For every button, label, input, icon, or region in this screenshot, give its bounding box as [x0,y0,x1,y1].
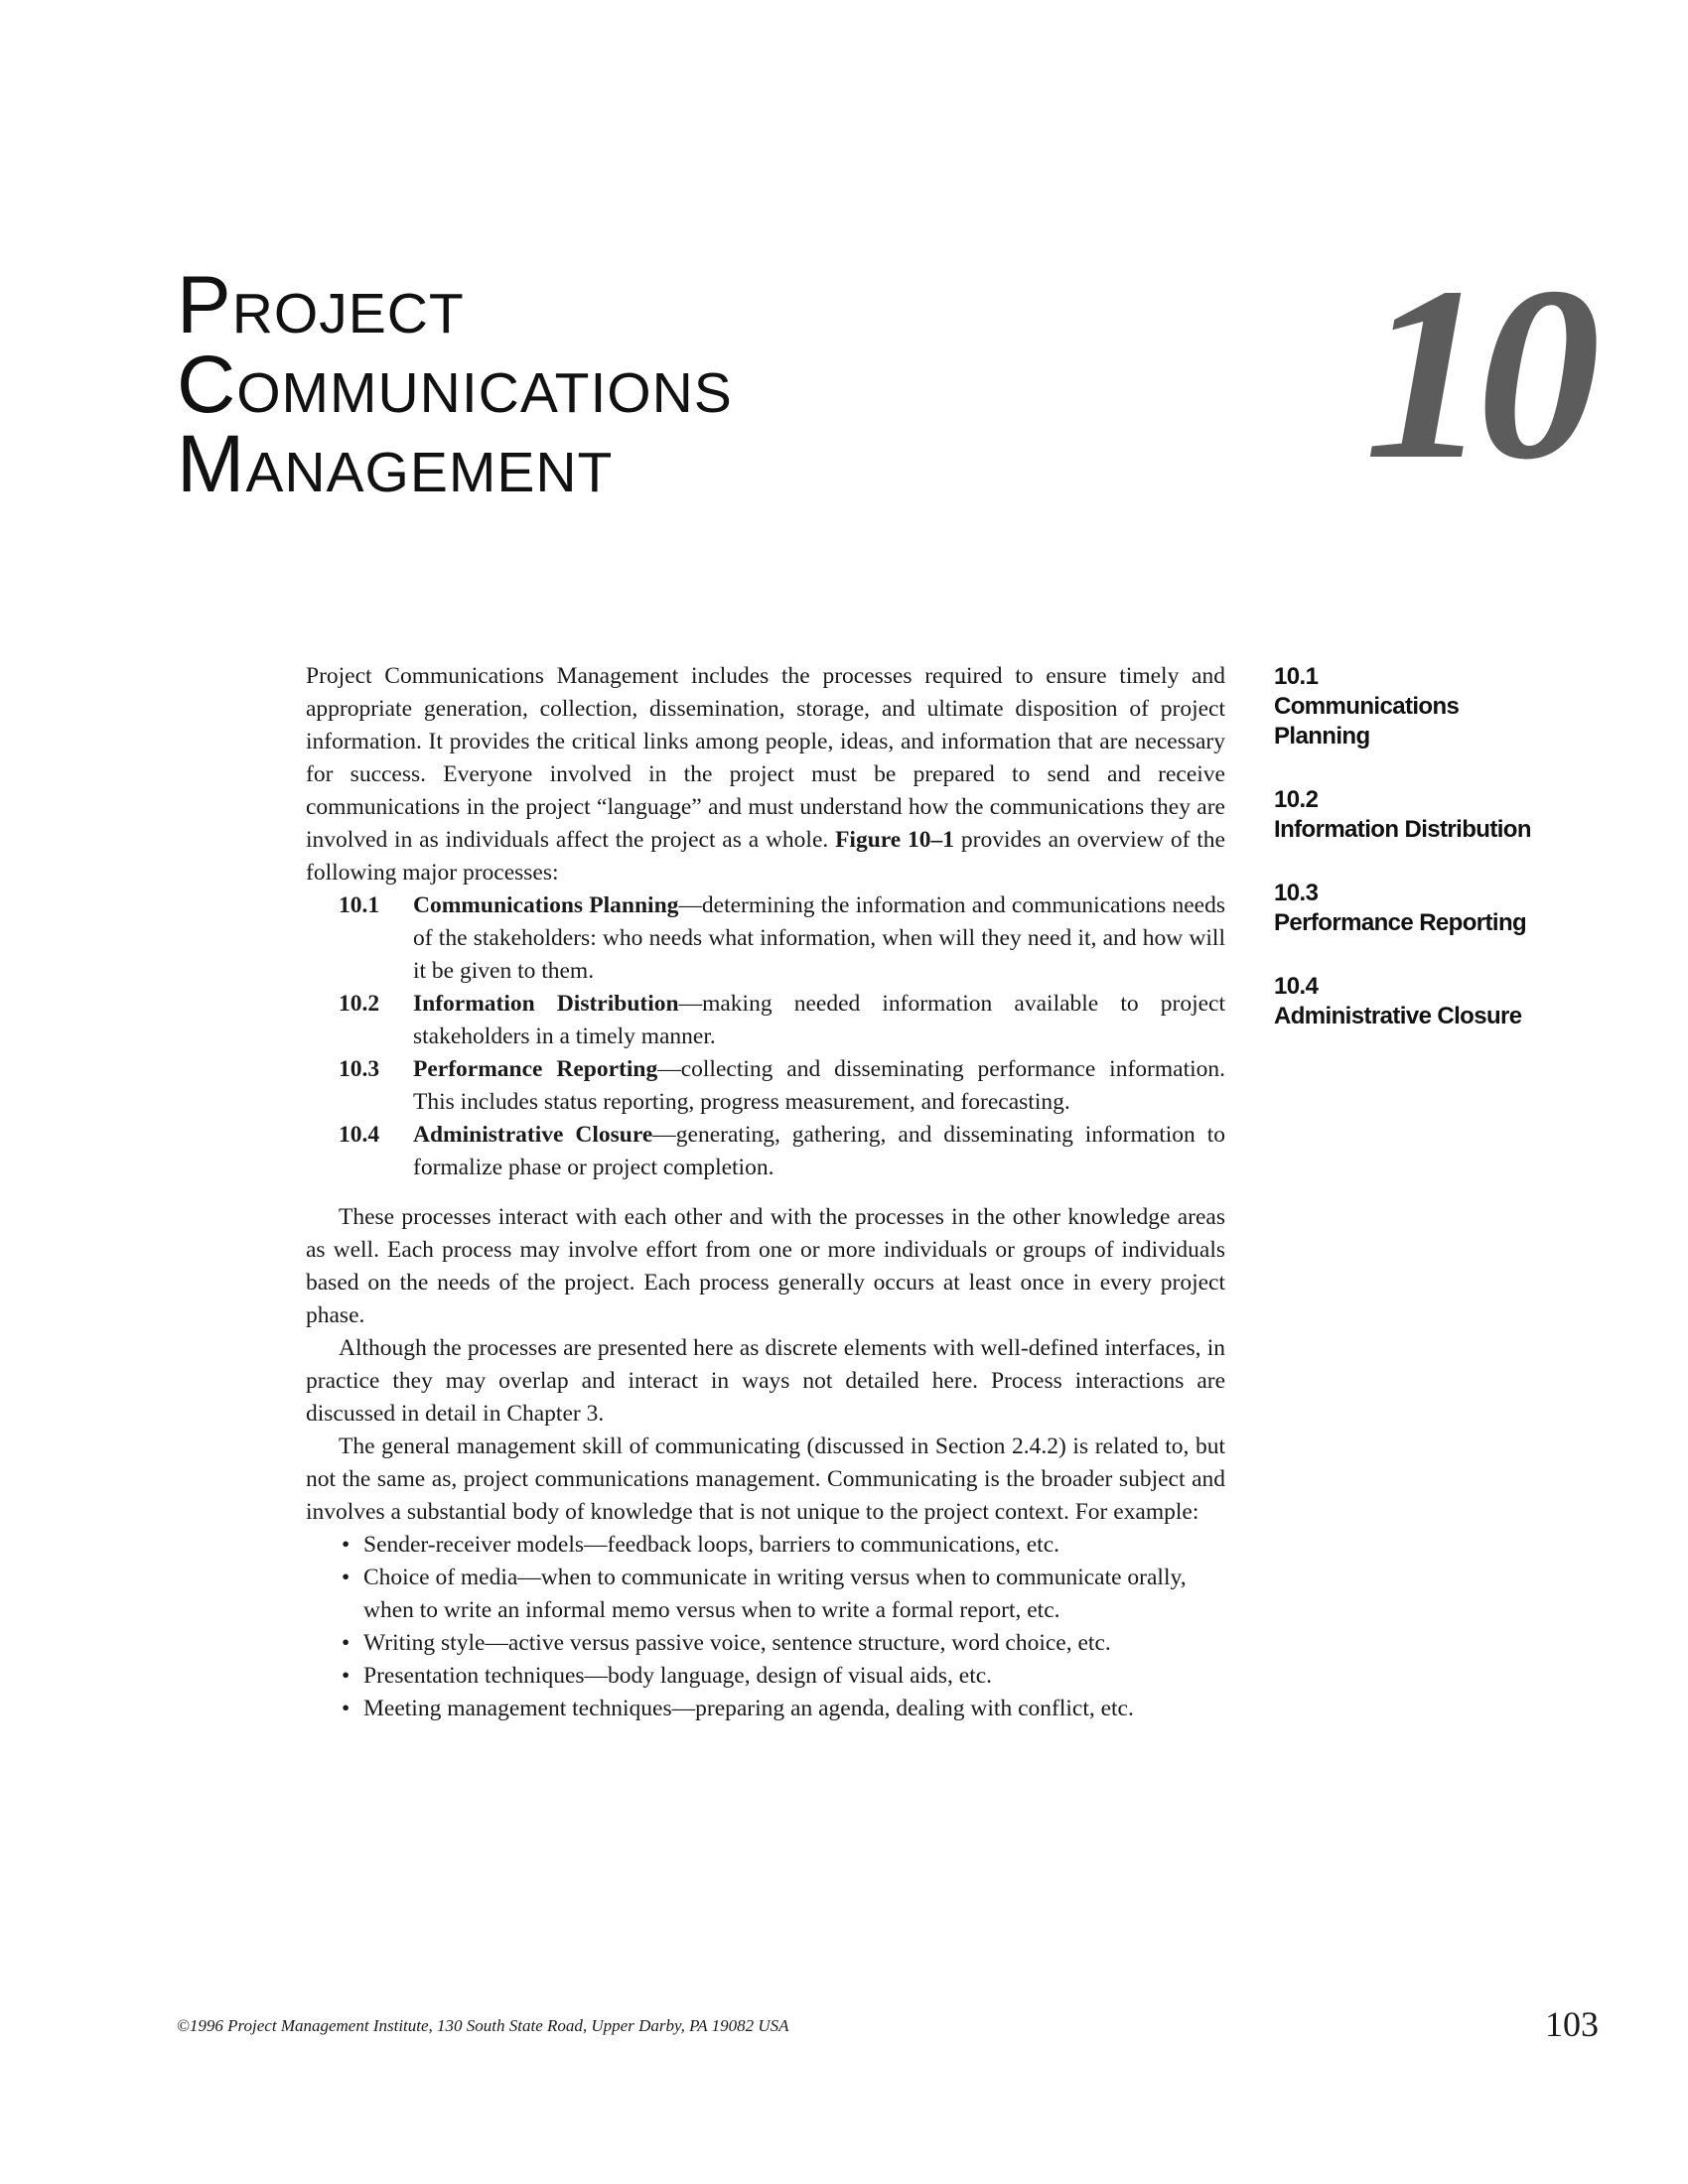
sidebar-item-number: 10.3 [1274,880,1319,906]
bullet-item [306,1529,1225,1562]
figure-reference: Figure 10–1 [835,827,955,853]
sidebar-item-communications-planning [1274,662,1572,751]
process-name: Communications Planning [413,892,679,918]
process-number: 10.4 [339,1122,380,1148]
bullet-icon: • [342,1630,351,1656]
process-description: —collecting and disseminating performance information. This includes status reporting, progress measurement, and forecasting. [413,1056,1226,1115]
process-description: —making needed information available to project stakeholders in a timely manner. [413,991,1226,1049]
process-name: Performance Reporting [413,1056,658,1082]
process-name: Information Distribution [413,991,679,1017]
sidebar-item-label: Communications [1274,693,1460,720]
process-name: Administrative Closure [413,1122,653,1148]
bullet-icon: • [342,1565,351,1590]
chapter-title [177,260,1070,509]
body-paragraph: These processes interact with each other and with the processes in the other knowledge areas as well. Each process may involve effort from one or more individuals or groups of individuals based on the needs of the project. Each process generally occurs at least once in every project phase. [306,1204,1225,1328]
process-item [306,1053,1225,1119]
bullet-item [306,1660,1225,1693]
process-item [306,988,1225,1053]
bullet-item [306,1627,1225,1660]
intro-text-end: provides an overview of the following major processes: [306,827,1225,886]
chapter-number: 10 [1364,236,1589,511]
sidebar-item-label: Information Distribution [1274,816,1531,843]
intro-text: Project Communications Management includes the processes required to ensure timely and appropriate generation, collection, dissemination, storage, and ultimate disposition of project information. It provides the critical links among people, ideas, and information that are necessary for success. Everyone involved in the project must be prepared to send and receive communications in the project “language” and must understand how the communications they are involved in as individuals affect the project as a whole. [306,663,1225,853]
chapter-title-line: MANAGEMENT [177,419,614,509]
bullet-icon: • [342,1663,351,1689]
chapter-title-line: PROJECT [177,260,465,350]
sidebar-item-administrative-closure [1274,972,1572,1031]
bullet-list [306,1529,1225,1725]
sidebar-item-label: Performance Reporting [1274,909,1527,936]
bullet-item [306,1693,1225,1725]
body-paragraph: Although the processes are presented here as discrete elements with well-defined interfaces, in practice they may overlap and interact in ways not detailed here. Process interactions are discussed in detail in Chapter 3. [306,1335,1225,1427]
main-body [306,660,1225,1725]
process-description: —determining the information and communications needs of the stakeholders: who needs what information, when will they need it, and how will it be given to them. [413,892,1225,984]
bullet-icon: • [342,1696,351,1721]
chapter-title-line: COMMUNICATIONS [177,340,733,430]
process-number: 10.3 [339,1056,380,1082]
intro-paragraph [306,660,1225,889]
process-list [306,889,1225,1184]
process-number: 10.1 [339,892,380,918]
sidebar-item-number: 10.1 [1274,663,1319,690]
bullet-text: Choice of media—when to communicate in writing versus when to communicate orally, when to write an informal memo versus when to write a formal report, etc. [363,1565,1187,1623]
sidebar-item-label: Planning [1274,723,1370,750]
sidebar-item-label: Administrative Closure [1274,1003,1522,1029]
sidebar-item-number: 10.4 [1274,973,1319,1000]
bullet-text: Writing style—active versus passive voice, sentence structure, word choice, etc. [363,1630,1111,1656]
process-item [306,1119,1225,1184]
sidebar-item-number: 10.2 [1274,786,1319,813]
sidebar-item-performance-reporting [1274,879,1572,938]
bullet-text: Meeting management techniques—preparing an agenda, dealing with conflict, etc. [363,1696,1134,1721]
footer-copyright: ©1996 Project Management Institute, 130 South State Road, Upper Darby, PA 19082 USA [177,2016,789,2035]
bullet-text: Presentation techniques—body language, design of visual aids, etc. [363,1663,993,1689]
bullet-item [306,1562,1225,1627]
process-description: —generating, gathering, and disseminating information to formalize phase or project completion. [413,1122,1225,1180]
process-item [306,889,1225,988]
process-number: 10.2 [339,991,380,1017]
sidebar-contents [1274,662,1572,1065]
bullet-icon: • [342,1532,351,1558]
body-paragraph: The general management skill of communicating (discussed in Section 2.4.2) is related to, but not the same as, project communications management. Communicating is the broader subject and involves a substantial body of knowledge that is not unique to the project context. For example: [306,1433,1225,1525]
sidebar-item-information-distribution [1274,785,1572,845]
bullet-text: Sender-receiver models—feedback loops, barriers to communications, etc. [363,1532,1060,1558]
page-number: 103 [1545,2004,1599,2044]
